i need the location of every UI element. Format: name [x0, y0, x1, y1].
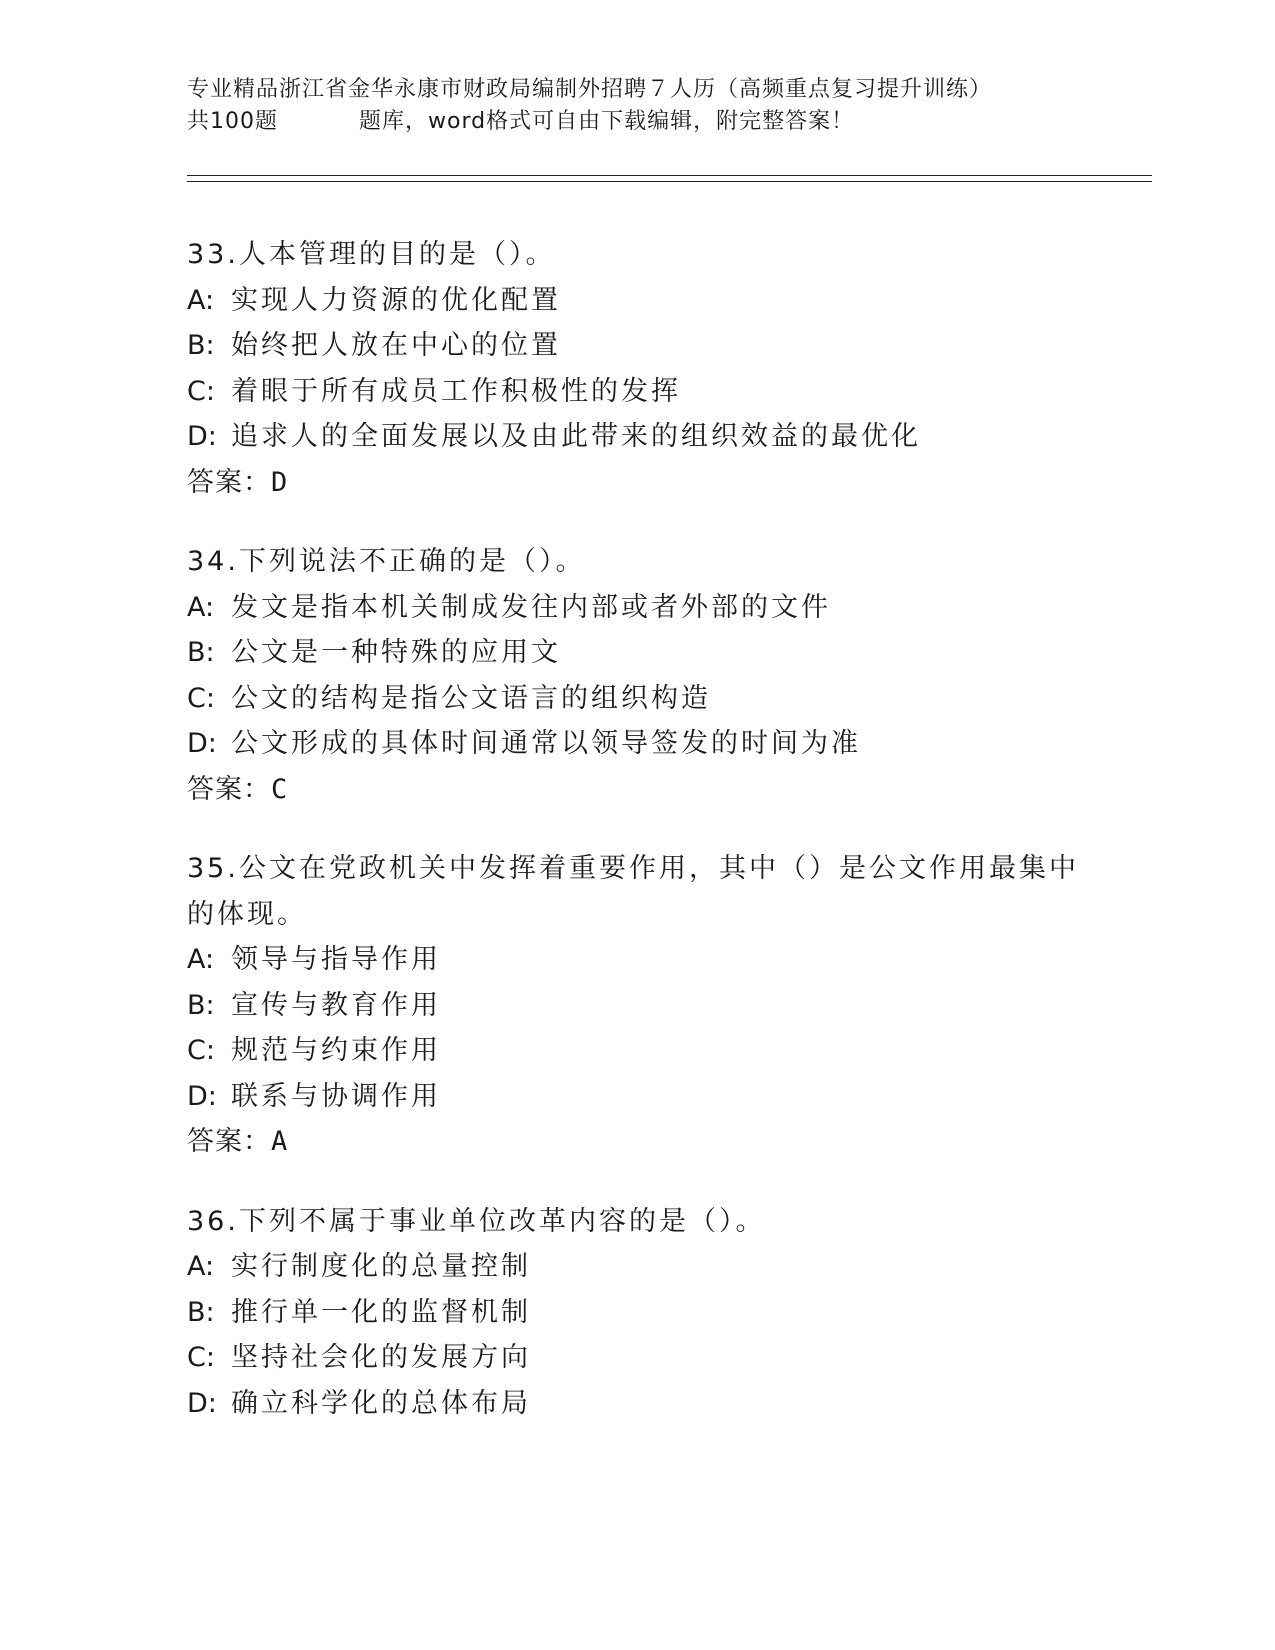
answer-label: 答案： [187, 1126, 271, 1157]
option-a [187, 278, 1087, 324]
option-b [187, 323, 1087, 369]
header-title: 专业精品浙江省金华永康市财政局编制外招聘７人历（高频重点复习提升训练） [187, 77, 993, 102]
option-letter: B: [187, 989, 215, 1021]
question-33 [187, 232, 1087, 505]
option-a [187, 1244, 1087, 1290]
header-divider-bottom [187, 181, 1152, 182]
option-text: 确立科学化的总体布局 [231, 1387, 531, 1419]
option-text: 公文是一种特殊的应用文 [231, 637, 561, 668]
option-text: 公文形成的具体时间通常以领导签发的时间为准 [231, 728, 861, 759]
question-stem: 35.公文在党政机关中发挥着重要作用，其中（）是公文作用最集中的体现。 [187, 853, 1079, 930]
option-c [187, 1028, 1087, 1074]
option-b [187, 1290, 1087, 1336]
option-c [187, 369, 1087, 415]
option-text: 推行单一化的监督机制 [231, 1296, 531, 1328]
question-stem: 36.下列不属于事业单位改革内容的是（）。 [187, 1205, 766, 1237]
header-divider-top [187, 175, 1152, 176]
question-stem: 33.人本管理的目的是（）。 [187, 239, 556, 270]
option-d [187, 414, 1087, 460]
answer-line [187, 767, 1087, 813]
option-text: 实行制度化的总量控制 [231, 1251, 531, 1282]
question-list [187, 232, 1087, 1460]
option-letter: B: [187, 330, 215, 361]
option-letter: C: [187, 1035, 215, 1066]
header-subtitle-text: 题库，word格式可自由下载编辑，附完整答案！ [359, 109, 855, 134]
page-header [187, 74, 1087, 138]
option-c [187, 1335, 1087, 1381]
option-text: 联系与协调作用 [231, 1080, 441, 1112]
option-letter: A: [187, 944, 215, 975]
option-letter: D: [187, 728, 217, 759]
question-stem: 34.下列说法不正确的是（）。 [187, 546, 586, 577]
answer-value: C [271, 773, 288, 805]
option-text: 规范与约束作用 [231, 1035, 441, 1066]
answer-line [187, 460, 1087, 506]
option-b [187, 983, 1087, 1029]
option-letter: A: [187, 284, 215, 316]
option-text: 坚持社会化的发展方向 [231, 1342, 531, 1373]
option-letter: B: [187, 637, 215, 668]
option-c [187, 676, 1087, 722]
option-text: 公文的结构是指公文语言的组织构造 [231, 682, 711, 714]
option-text: 领导与指导作用 [231, 944, 441, 975]
option-letter: D: [187, 1387, 217, 1419]
answer-label: 答案： [187, 773, 271, 805]
option-d [187, 1074, 1087, 1120]
option-text: 发文是指本机关制成发往内部或者外部的文件 [231, 591, 831, 623]
option-text: 宣传与教育作用 [231, 989, 441, 1021]
option-d [187, 721, 1087, 767]
option-letter: C: [187, 682, 215, 714]
answer-value: A [271, 1126, 288, 1157]
option-letter: C: [187, 1342, 215, 1373]
option-letter: D: [187, 1080, 217, 1112]
option-letter: A: [187, 591, 215, 623]
option-letter: A: [187, 1251, 215, 1282]
question-34 [187, 539, 1087, 812]
option-a [187, 585, 1087, 631]
answer-line [187, 1119, 1087, 1165]
option-text: 始终把人放在中心的位置 [231, 330, 561, 361]
question-35 [187, 846, 1087, 1165]
question-36 [187, 1199, 1087, 1427]
option-b [187, 630, 1087, 676]
option-letter: D: [187, 421, 217, 452]
option-a [187, 937, 1087, 983]
header-subtitle [187, 106, 1087, 138]
option-text: 着眼于所有成员工作积极性的发挥 [231, 375, 681, 407]
answer-value: D [271, 466, 288, 498]
option-text: 实现人力资源的优化配置 [231, 284, 561, 316]
option-letter: B: [187, 1296, 215, 1328]
option-text: 追求人的全面发展以及由此带来的组织效益的最优化 [231, 421, 921, 452]
answer-label: 答案： [187, 466, 271, 498]
question-count: 共100题 [187, 109, 278, 134]
option-letter: C: [187, 375, 215, 407]
option-d [187, 1381, 1087, 1427]
